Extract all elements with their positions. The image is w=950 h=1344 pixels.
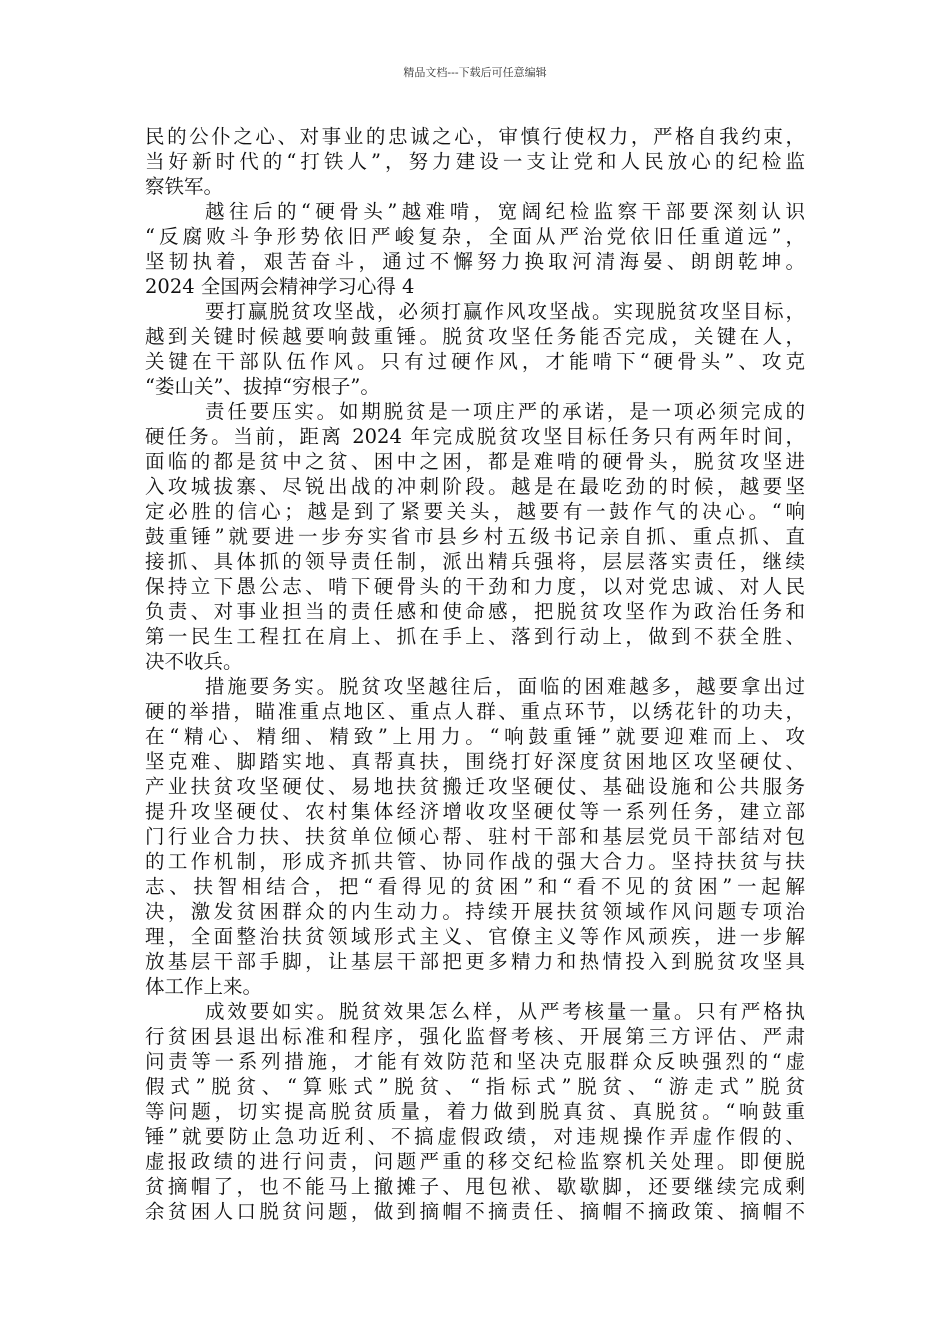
text-line: 坚克难、脚踏实地、真帮真扶，围绕打好深度贫困地区攻坚硬仗、 [145, 750, 805, 773]
text-line: 假式”脱贫、“算账式”脱贫、“指标式”脱贫、“游走式”脱贫 [145, 1075, 805, 1098]
text-line: 余贫困人口脱贫问题，做到摘帽不摘责任、摘帽不摘政策、摘帽不 [145, 1200, 805, 1223]
text-line: 措施要务实。脱贫攻坚越往后，面临的困难越多，越要拿出过 [205, 675, 805, 698]
text-line: 问责等一系列措施，才能有效防范和坚决克服群众反映强烈的“虚 [145, 1050, 805, 1073]
text-line: “反腐败斗争形势依旧严峻复杂，全面从严治党依旧任重道远”， [145, 225, 805, 248]
text-line: 锤”就要防止急功近利、不搞虚假政绩，对违规操作弄虚作假的、 [145, 1125, 805, 1148]
text-line: 在“精心、精细、精致”上用力。“响鼓重锤”就要迎难而上、攻 [145, 725, 805, 748]
text-line: 的工作机制，形成齐抓共管、协同作战的强大合力。坚持扶贫与扶 [145, 850, 805, 873]
text-line: 保持立下愚公志、啃下硬骨头的干劲和力度，以对党忠诚、对人民 [145, 575, 805, 598]
text-line: 2024 全国两会精神学习心得 4 [145, 275, 415, 298]
text-line: 民的公仆之心、对事业的忠诚之心，审慎行使权力，严格自我约束， [145, 125, 805, 148]
text-line: 责任要压实。如期脱贫是一项庄严的承诺，是一项必须完成的 [205, 400, 805, 423]
text-line: 行贫困县退出标准和程序，强化监督考核、开展第三方评估、严肃 [145, 1025, 805, 1048]
text-line: 定必胜的信心；越是到了紧要关头，越要有一鼓作气的决心。“响 [145, 500, 805, 523]
text-line: 第一民生工程扛在肩上、抓在手上、落到行动上，做到不获全胜、 [145, 625, 805, 648]
text-line: 接抓、具体抓的领导责任制，派出精兵强将，层层落实责任，继续 [145, 550, 805, 573]
text-line: 贫摘帽了，也不能马上撤摊子、甩包袱、歇歇脚，还要继续完成剩 [145, 1175, 805, 1198]
document-body [145, 124, 805, 1224]
text-line: 察铁军。 [145, 175, 224, 198]
text-line: 等问题，切实提高脱贫质量，着力做到脱真贫、真脱贫。“响鼓重 [145, 1100, 805, 1123]
text-line: 产业扶贫攻坚硬仗、易地扶贫搬迁攻坚硬仗、基础设施和公共服务 [145, 775, 805, 798]
text-line: 硬的举措，瞄准重点地区、重点人群、重点环节，以绣花针的功夫， [145, 700, 805, 723]
text-line: 决，激发贫困群众的内生动力。持续开展扶贫领域作风问题专项治 [145, 900, 805, 923]
text-line: 决不收兵。 [145, 650, 243, 673]
text-line: 入攻城拔寨、尽锐出战的冲刺阶段。越是在最吃劲的时候，越要坚 [145, 475, 805, 498]
text-line: 越到关键时候越要响鼓重锤。脱贫攻坚任务能否完成，关键在人， [145, 325, 805, 348]
text-line: 放基层干部手脚，让基层干部把更多精力和热情投入到脱贫攻坚具 [145, 950, 805, 973]
text-line: 越往后的“硬骨头”越难啃，宽阔纪检监察干部要深刻认识 [205, 200, 805, 223]
text-line: 面临的都是贫中之贫、困中之困，都是难啃的硬骨头，脱贫攻坚进 [145, 450, 805, 473]
text-line: 鼓重锤”就要进一步夯实省市县乡村五级书记亲自抓、重点抓、直 [145, 525, 805, 548]
page-header: 精品文档---下载后可任意编辑 [403, 66, 547, 79]
text-line: 提升攻坚硬仗、农村集体经济增收攻坚硬仗等一系列任务，建立部 [145, 800, 805, 823]
text-line: 体工作上来。 [145, 975, 263, 998]
text-line: 当好新时代的“打铁人”，努力建设一支让党和人民放心的纪检监 [145, 150, 805, 173]
text-line: 理，全面整治扶贫领域形式主义、官僚主义等作风顽疾，进一步解 [145, 925, 805, 948]
text-line: 志、扶智相结合，把“看得见的贫困”和“看不见的贫困”一起解 [145, 875, 805, 898]
text-line: 关键在干部队伍作风。只有过硬作风，才能啃下“硬骨头”、攻克 [145, 350, 805, 373]
text-line: 硬任务。当前，距离 2024 年完成脱贫攻坚目标任务只有两年时间， [145, 425, 805, 448]
text-line: 门行业合力扶、扶贫单位倾心帮、驻村干部和基层党员干部结对包 [145, 825, 805, 848]
text-line: 要打赢脱贫攻坚战，必须打赢作风攻坚战。实现脱贫攻坚目标， [205, 300, 805, 323]
text-line: “娄山关”、拔掉“穷根子”。 [145, 375, 380, 398]
text-line: 虚报政绩的进行问责，问题严重的移交纪检监察机关处理。即便脱 [145, 1150, 805, 1173]
text-line: 坚韧执着，艰苦奋斗，通过不懈努力换取河清海晏、朗朗乾坤。 [145, 250, 805, 273]
text-line: 成效要如实。脱贫效果怎么样，从严考核量一量。只有严格执 [205, 1000, 805, 1023]
text-line: 负责、对事业担当的责任感和使命感，把脱贫攻坚作为政治任务和 [145, 600, 805, 623]
